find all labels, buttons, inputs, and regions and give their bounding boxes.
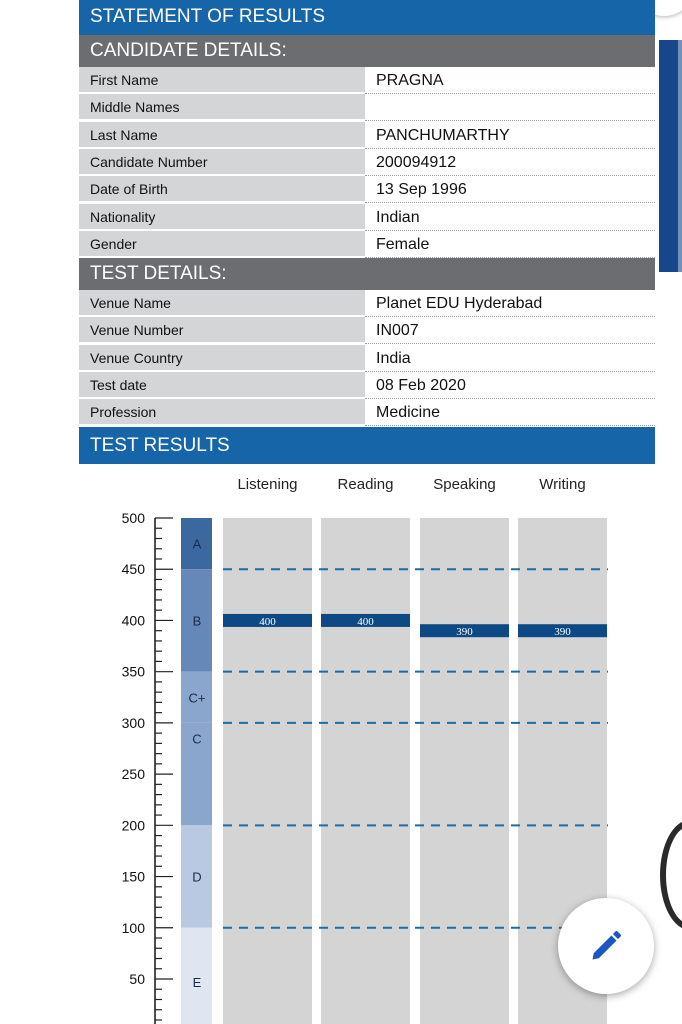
detail-value: 08 Feb 2020	[365, 372, 655, 399]
edit-button[interactable]	[558, 898, 654, 994]
detail-value: 200094912	[365, 149, 655, 176]
detail-value: Female	[365, 231, 655, 258]
y-tick-label: 150	[121, 868, 145, 885]
detail-value: PANCHUMARTHY	[365, 122, 655, 149]
skill-label: Speaking	[433, 476, 496, 493]
detail-value: 13 Sep 1996	[365, 176, 655, 203]
skill-column	[223, 518, 312, 1024]
detail-label: Candidate Number	[79, 149, 365, 175]
grade-band-label: E	[192, 975, 202, 990]
detail-row	[79, 122, 655, 149]
grade-band-label: B	[192, 613, 202, 629]
y-tick-label: 350	[121, 663, 145, 680]
adjacent-page-edge	[659, 40, 682, 272]
detail-row	[79, 290, 655, 317]
detail-label: Gender	[79, 231, 365, 257]
y-tick-label: 100	[121, 919, 145, 936]
test-details-heading: TEST DETAILS:	[79, 258, 655, 290]
grade-band-label: D	[192, 869, 202, 885]
y-tick-label: 450	[121, 561, 145, 578]
score-label: 400	[259, 615, 276, 628]
detail-label: Middle Names	[79, 94, 365, 120]
y-tick-label: 200	[121, 817, 145, 834]
detail-value: IN007	[365, 317, 655, 344]
detail-row	[79, 345, 655, 372]
grade-band-label: C	[192, 731, 202, 747]
skill-label: Writing	[539, 476, 586, 493]
candidate-details-heading: CANDIDATE DETAILS:	[79, 35, 655, 67]
detail-row	[79, 317, 655, 344]
detail-row	[79, 372, 655, 399]
y-tick-label: 300	[121, 714, 145, 731]
detail-value: Planet EDU Hyderabad	[365, 290, 655, 317]
score-label: 390	[554, 626, 571, 639]
detail-label: Date of Birth	[79, 176, 365, 202]
detail-value	[365, 94, 655, 121]
grade-band-label: A	[192, 536, 202, 552]
y-tick-label: 250	[121, 766, 145, 783]
detail-label: Nationality	[79, 204, 365, 230]
detail-label: Profession	[79, 399, 365, 425]
detail-label: Venue Country	[79, 345, 365, 371]
detail-value: Medicine	[365, 399, 655, 426]
detail-row	[79, 204, 655, 231]
y-tick-label: 50	[129, 971, 145, 987]
detail-row	[79, 176, 655, 203]
skill-column	[420, 518, 509, 1024]
detail-row	[79, 94, 655, 121]
statement-title: STATEMENT OF RESULTS	[79, 0, 655, 35]
skill-label: Reading	[337, 476, 394, 493]
detail-value: Indian	[365, 204, 655, 231]
detail-label: Venue Number	[79, 317, 365, 343]
y-tick-label: 400	[121, 612, 145, 629]
detail-row	[79, 149, 655, 176]
skill-label: Listening	[237, 476, 298, 493]
grade-band-label: C+	[188, 690, 206, 706]
detail-value: PRAGNA	[365, 67, 655, 94]
pencil-icon	[588, 928, 624, 964]
detail-label: First Name	[79, 67, 365, 93]
score-label: 390	[456, 626, 473, 639]
detail-value: India	[365, 345, 655, 372]
detail-label: Last Name	[79, 122, 365, 148]
y-tick-label: 500	[121, 510, 145, 526]
detail-row	[79, 67, 655, 94]
detail-label: Test date	[79, 372, 365, 398]
test-results-heading: TEST RESULTS	[79, 427, 655, 464]
score-label: 400	[357, 615, 374, 628]
detail-label: Venue Name	[79, 290, 365, 316]
skill-column	[321, 518, 410, 1024]
detail-row	[79, 231, 655, 258]
detail-row	[79, 399, 655, 426]
